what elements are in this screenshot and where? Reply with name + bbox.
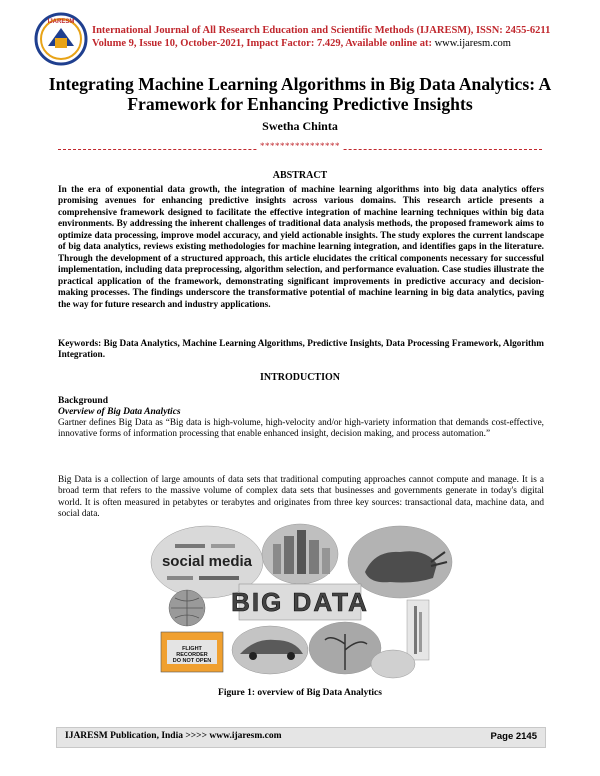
big-data-text: BIG DATA: [231, 587, 369, 617]
introduction-heading: INTRODUCTION: [259, 372, 340, 383]
figure-caption: Figure 1: overview of Big Data Analytics: [218, 688, 382, 698]
separator-stars: [0, 141, 600, 151]
social-media-text: social media: [161, 553, 253, 570]
big-data-title-image: [231, 584, 369, 620]
overview-heading: Overview of Big Data Analytics: [58, 407, 181, 417]
footer-publisher: IJARESM Publication, India >>>> www.ijaresm.com: [65, 731, 282, 741]
abstract-text: In the era of exponential data growth, the integration of machine learning algorithms into big data analytics offers promising avenues for enhancing predictive insights across various domains. This research article presents a comprehensive framework designed to facilitate the effective integration of machine learning techniques within big data environments. By addressing the inherent challenges of traditional data analysis methods, the proposed framework aims to optimize data processing, improve model accuracy, and yield actionable insights. The study explores the current landscape of big data analytics, reviews existing methodologies for machine learning integration, and identifies gaps in the literature. Through the development of a structured approach, this article elucidates the critical components necessary for successful implementation, including data preprocessing, algorithm selection, and performance evaluation. Case studies illustrate the practical application of the framework, demonstrating significant improvements in predictive accuracy and decision-making processes. The findings underscore the transformative potential of machine learning in big data analytics, paving the way for future research and industry applications.: [58, 185, 544, 310]
flight-recorder-text: FLIGHT RECORDER DO NOT OPEN: [172, 646, 212, 664]
journal-name: International Journal of All Research Education and Scientific Methods (IJARESM), ISSN: 2455-6211: [92, 25, 551, 36]
background-heading: Background: [58, 396, 108, 406]
intro-paragraph-1: Gartner defines Big Data as “Big data is high-volume, high-velocity and/or high-variety information that demands cost-effective, innovative forms of information processing that enable enhanced insight, decision making, and process automation.”: [58, 418, 544, 440]
separator-stars-text: ****************: [260, 141, 340, 151]
keywords: Keywords: Big Data Analytics, Machine Learning Algorithms, Predictive Insights, Data Processing Framework, Algorithm Integration.: [58, 339, 544, 361]
vertical-label-image: [407, 600, 429, 660]
journal-logo: [34, 12, 88, 66]
device-image: [371, 650, 415, 678]
issue-details: Volume 9, Issue 10, October-2021, Impact Factor: 7.429, Available online at:: [92, 38, 435, 49]
big-data-collage: [145, 522, 455, 682]
logo-text: IJARESM: [47, 19, 75, 25]
page-footer: [56, 727, 546, 748]
journal-website-link[interactable]: www.ijaresm.com: [434, 38, 511, 49]
page-number: Page 2145: [490, 731, 537, 742]
author-name: Swetha Chinta: [262, 119, 338, 133]
abstract-heading: ABSTRACT: [272, 170, 328, 181]
issue-info: [92, 38, 511, 49]
paper-title: Integrating Machine Learning Algorithms in Big Data Analytics: A Framework for Enhancing Predictive Insights: [48, 74, 552, 114]
intro-paragraph-2: Big Data is a collection of large amounts of data sets that traditional computing approaches cannot compute and manage. It is a broad term that refers to the massive volume of complex data sets that businesses and governments generate in today's digital world. It is often measured in petabytes or terabytes and originates from three key sources: transactional data, machine data, and social data.: [58, 475, 544, 520]
flight-recorder-image: [161, 632, 223, 672]
